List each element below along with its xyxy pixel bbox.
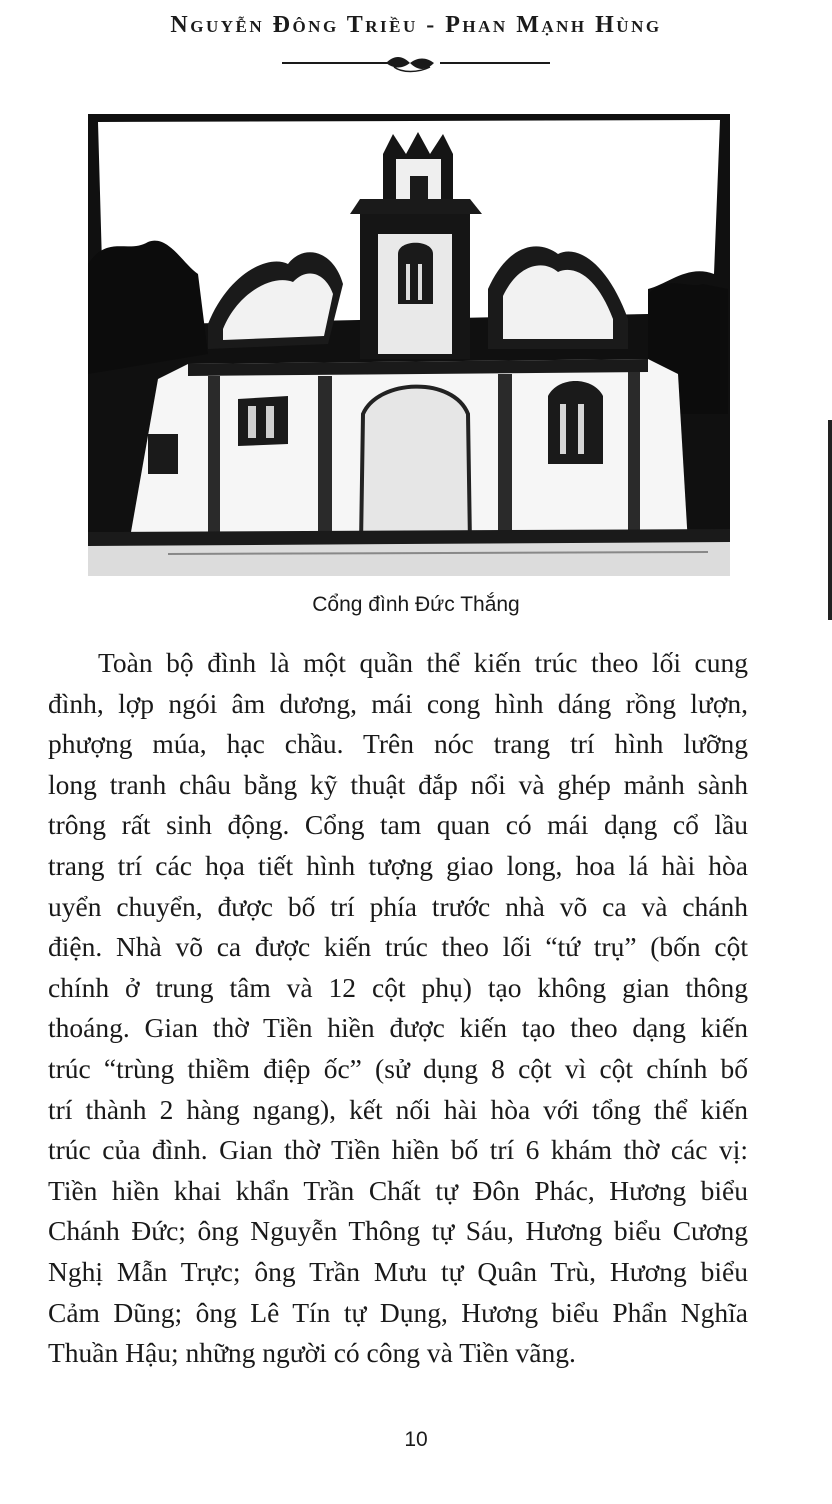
page-number: 10 bbox=[404, 1428, 428, 1451]
text-line: điện. Nhà võ ca được kiến trúc theo lối “tứ trụ” (bốn cột bbox=[48, 931, 748, 963]
text-line: phượng múa, hạc chầu. Trên nóc trang trí hình lưỡng bbox=[48, 728, 748, 760]
text-line: Cảm Dũng; ông Lê Tín tự Dụng, Hương biểu Phẩn Nghĩa bbox=[48, 1296, 748, 1328]
text-line: uyển chuyển, được bố trí phía trước nhà võ ca và chánh bbox=[48, 890, 748, 922]
text-line: trang trí các họa tiết hình tượng giao long, hoa lá hài hòa bbox=[48, 849, 748, 881]
text-line: đình, lợp ngói âm dương, mái cong hình dáng rồng lượn, bbox=[48, 687, 748, 719]
text-line: trí thành 2 hàng ngang), kết nối hài hòa với tổng thể kiến bbox=[48, 1093, 748, 1125]
text-line: Nghị Mẫn Trực; ông Trần Mưu tự Quân Trù, Hương biểu bbox=[48, 1255, 748, 1287]
text-line: Toàn bộ đình là một quần thể kiến trúc theo lối cung bbox=[98, 647, 748, 678]
body-paragraph bbox=[48, 643, 748, 1374]
header-ornament-icon bbox=[282, 52, 550, 74]
text-line: trông rất sinh động. Cổng tam quan có mái dạng cổ lầu bbox=[48, 809, 748, 841]
running-header: Nguyễn Đông Triều - Phan Mạnh Hùng bbox=[170, 12, 662, 38]
text-line: Tiền hiền khai khẩn Trần Chất tự Đôn Phác, Hương biểu bbox=[48, 1174, 748, 1206]
figure-caption: Cổng đình Đức Thắng bbox=[312, 593, 520, 616]
text-line: trúc “trùng thiềm điệp ốc” (sử dụng 8 cột vì cột chính bố bbox=[48, 1052, 748, 1084]
text-line: chính ở trung tâm và 12 cột phụ) tạo không gian thông bbox=[48, 971, 748, 1003]
temple-gate-photo bbox=[88, 114, 730, 576]
page-edge-shadow bbox=[828, 420, 832, 620]
text-line: trúc của đình. Gian thờ Tiền hiền bố trí 6 khám thờ các vị: bbox=[48, 1134, 748, 1166]
text-line: Chánh Đức; ông Nguyễn Thông tự Sáu, Hương biểu Cương bbox=[48, 1215, 748, 1247]
text-line: thoáng. Gian thờ Tiền hiền được kiến tạo theo dạng kiến bbox=[48, 1012, 748, 1044]
text-line: long tranh châu bằng kỹ thuật đắp nổi và ghép mảnh sành bbox=[48, 768, 748, 800]
text-line: Thuần Hậu; những người có công và Tiền vãng. bbox=[48, 1337, 576, 1369]
